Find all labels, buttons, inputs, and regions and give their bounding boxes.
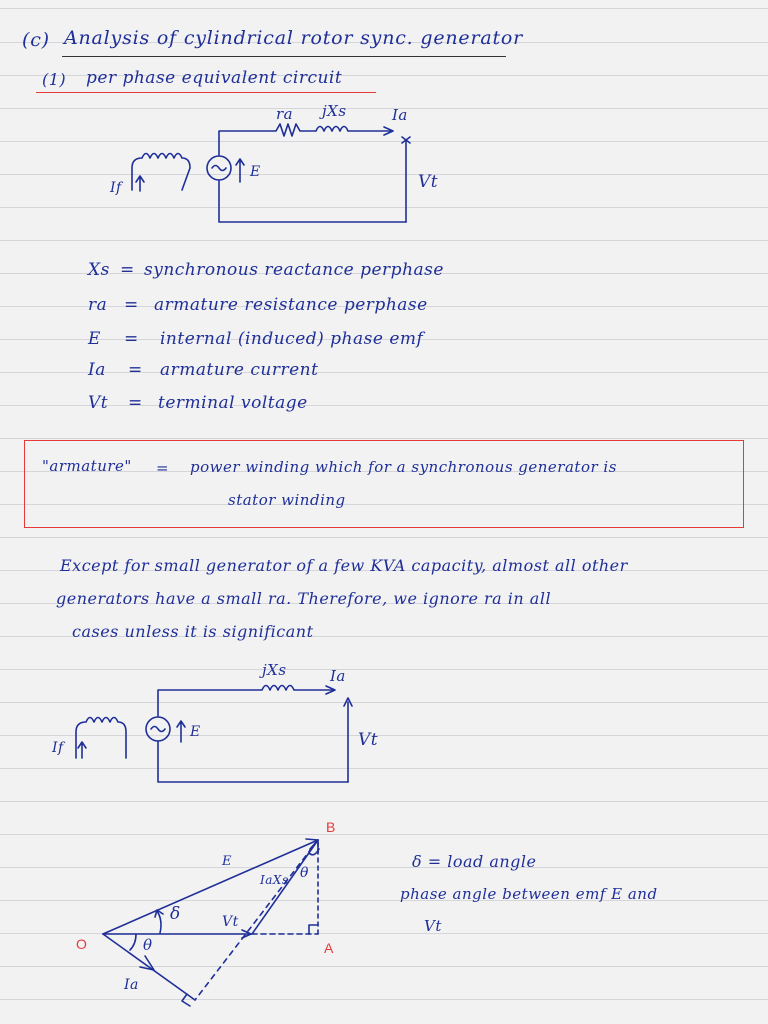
def-equals: = — [124, 329, 139, 349]
phasor-ia-label: Ia — [124, 977, 139, 993]
def-equals: = — [128, 393, 143, 413]
subsection-number: (1) — [42, 70, 67, 89]
phasor-vt-label: Vt — [222, 914, 239, 930]
def-equals: = — [128, 360, 143, 380]
if-label: If — [110, 180, 122, 196]
def-symbol: Ia — [88, 360, 106, 380]
section-title: Analysis of cylindrical rotor sync. generator — [64, 27, 524, 49]
def-meaning: terminal voltage — [158, 393, 308, 413]
section-number: (c) — [22, 29, 50, 51]
def-symbol: ra — [88, 295, 108, 315]
legend-phase-angle: phase angle between emf E and — [400, 885, 658, 903]
vt-label: Vt — [418, 172, 439, 192]
theta-symbol: θ — [143, 936, 153, 954]
note-term: "armature" — [42, 457, 132, 475]
e-label: E — [250, 164, 261, 180]
legend-vt: Vt — [424, 917, 442, 935]
theta-symbol: θ — [300, 865, 309, 881]
jxs-label: jXs — [262, 661, 287, 679]
note-line-1: power winding which for a synchronous generator is — [190, 458, 617, 476]
ra-label: ra — [276, 105, 294, 123]
paragraph-line-3: cases unless it is significant — [72, 622, 314, 641]
paragraph-line-1: Except for small generator of a few KVA capacity, almost all other — [60, 556, 628, 575]
def-meaning: internal (induced) phase emf — [160, 329, 424, 349]
point-a-label: A — [324, 940, 334, 956]
legend-load-angle: δ = load angle — [412, 852, 537, 871]
ia-label: Ia — [392, 106, 408, 124]
ia-label: Ia — [330, 667, 346, 685]
def-meaning: synchronous reactance perphase — [144, 260, 444, 280]
point-b-label: B — [326, 819, 336, 835]
e-label: E — [190, 724, 201, 740]
note-equals: = — [156, 459, 170, 477]
paragraph-line-2: generators have a small ra. Therefore, we ignore ra in all — [56, 589, 552, 608]
delta-symbol: δ — [170, 904, 181, 924]
def-symbol: Vt — [88, 393, 109, 413]
def-meaning: armature current — [160, 360, 319, 380]
phasor-iaxs-label: IaXs — [260, 873, 289, 887]
phasor-e-label: E — [222, 854, 232, 869]
def-symbol: Xs — [88, 260, 110, 280]
if-label: If — [52, 740, 64, 756]
subsection-title: per phase equivalent circuit — [86, 68, 343, 88]
def-symbol: E — [88, 329, 101, 349]
point-o-label: O — [76, 936, 88, 952]
def-equals: = — [120, 260, 135, 280]
def-meaning: armature resistance perphase — [154, 295, 428, 315]
vt-label: Vt — [358, 730, 379, 750]
note-line-2: stator winding — [228, 491, 346, 509]
jxs-label: jXs — [322, 102, 347, 120]
def-equals: = — [124, 295, 139, 315]
